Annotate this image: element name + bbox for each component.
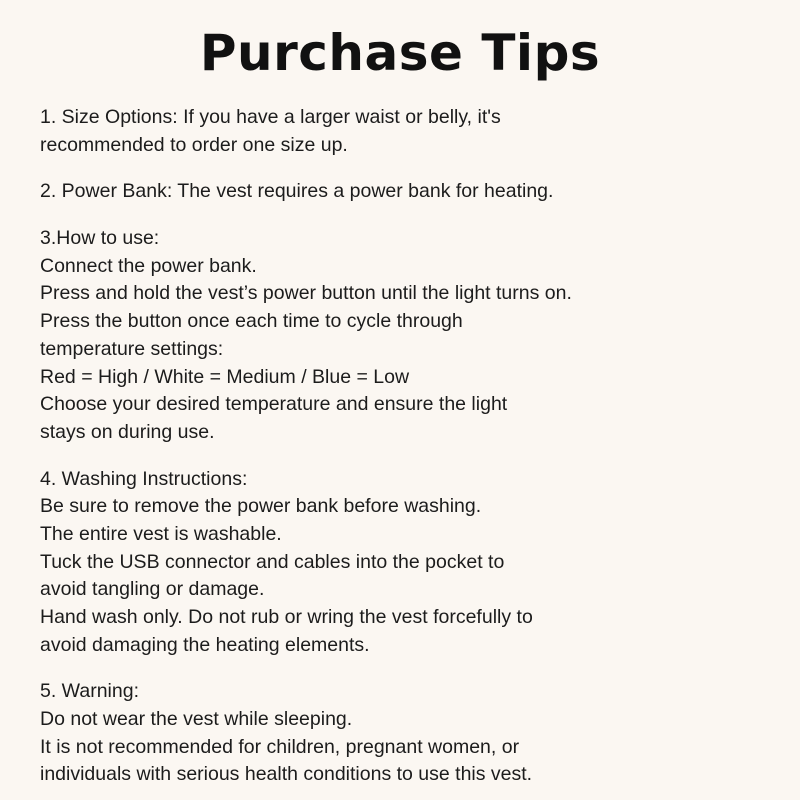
section-washing-instructions	[40, 466, 760, 660]
text-line: Choose your desired temperature and ensure the light	[40, 393, 508, 416]
text-line: Press and hold the vest’s power button until the light turns on.	[40, 282, 572, 305]
text-line: It is not recommended for children, pregnant women, or	[40, 735, 520, 758]
text-line: avoid damaging the heating elements.	[40, 633, 370, 656]
text-line: Hand wash only. Do not rub or wring the vest forcefully to	[40, 606, 533, 628]
text-line: 3.How to use:	[40, 227, 160, 250]
page-title: Purchase Tips	[199, 24, 601, 82]
text-line: The entire vest is washable.	[40, 522, 282, 545]
tips-content	[40, 104, 760, 789]
text-line: 5. Warning:	[40, 680, 139, 703]
section-how-to-use	[40, 225, 760, 447]
text-line: Press the button once each time to cycle through	[40, 310, 463, 333]
text-line: stays on during use.	[40, 420, 215, 443]
text-line: 4. Washing Instructions:	[40, 467, 248, 490]
section-power-bank	[40, 178, 760, 206]
text-line: Connect the power bank.	[40, 254, 257, 277]
section-warning	[40, 678, 760, 789]
text-line: 2. Power Bank: The vest requires a power bank for heating.	[40, 180, 554, 203]
text-line: Red = High / White = Medium / Blue = Low	[40, 365, 410, 388]
text-line: 1. Size Options: If you have a larger waist or belly, it's	[40, 106, 501, 128]
text-line: Be sure to remove the power bank before washing.	[40, 495, 482, 518]
text-line: Do not wear the vest while sleeping.	[40, 708, 353, 731]
section-size-options	[40, 104, 760, 159]
text-line: recommended to order one size up.	[40, 133, 348, 156]
text-line: Tuck the USB connector and cables into the pocket to	[40, 550, 505, 573]
text-line: avoid tangling or damage.	[40, 578, 265, 601]
text-line: individuals with serious health conditions to use this vest.	[40, 763, 533, 786]
text-line: temperature settings:	[40, 337, 224, 360]
